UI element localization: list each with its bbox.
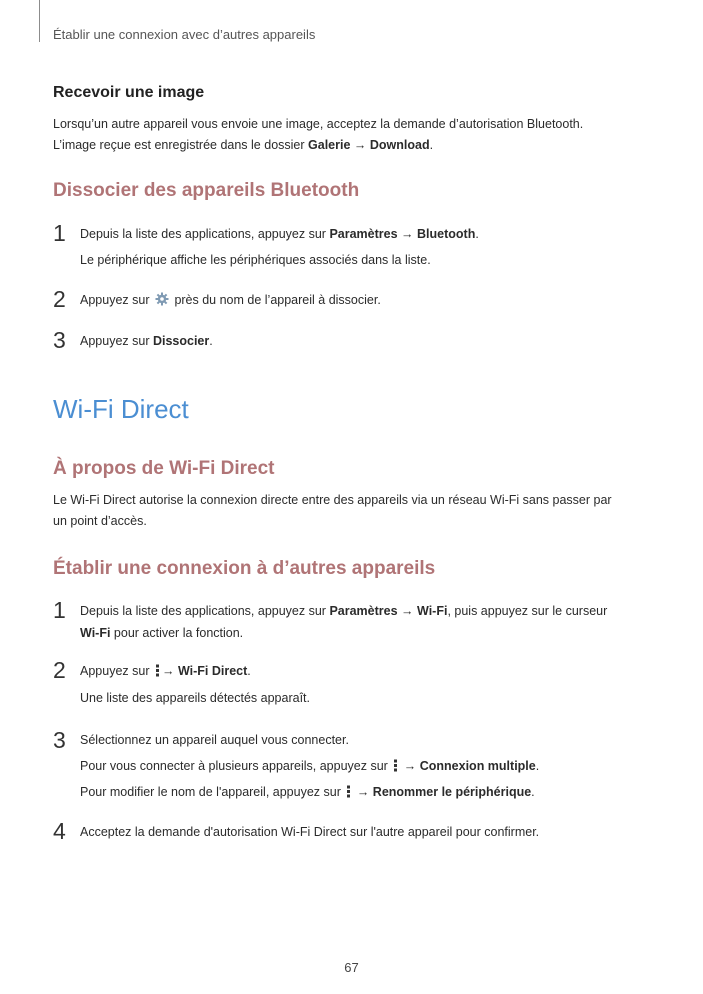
connect-step-4-number: 4 bbox=[53, 818, 66, 844]
running-header: Établir une connexion avec d’autres appareils bbox=[53, 27, 316, 42]
unpair-step-1-number: 1 bbox=[53, 220, 66, 246]
unpair-step-2: Appuyez sur près du nom de l’appareil à dissocier. bbox=[80, 293, 381, 307]
more-options-icon bbox=[346, 783, 351, 796]
connect-step-4: Acceptez la demande d'autorisation Wi-Fi Direct sur l'autre appareil pour confirmer. bbox=[80, 825, 540, 839]
receive-paragraph bbox=[53, 114, 643, 156]
wifi-direct-title: Wi-Fi Direct bbox=[53, 394, 189, 424]
receive-line-2: L’image reçue est enregistrée dans le dossier Galerie → Download. bbox=[53, 138, 434, 152]
unpair-step-3: Appuyez sur Dissocier. bbox=[80, 334, 213, 348]
more-options-icon bbox=[393, 757, 398, 770]
receive-title: Recevoir une image bbox=[53, 84, 205, 101]
header-rule bbox=[39, 0, 40, 42]
connect-title: Établir une connexion à d’autres appareils bbox=[53, 558, 436, 579]
connect-step-2: Appuyez sur → Wi-Fi Direct. Une liste des appareils détectés apparaît. bbox=[80, 660, 650, 709]
more-options-icon bbox=[155, 662, 160, 675]
unpair-title: Dissocier des appareils Bluetooth bbox=[53, 180, 360, 201]
unpair-step-1-note: Le périphérique affiche les périphériques associés dans la liste. bbox=[80, 253, 431, 267]
connect-step-3-note-1: Pour vous connecter à plusieurs appareils, appuyez sur → Connexion multiple. bbox=[80, 759, 540, 773]
receive-line-1: Lorsqu’un autre appareil vous envoie une image, acceptez la demande d’autorisation Bluetooth. bbox=[53, 117, 584, 131]
connect-step-2-number: 2 bbox=[53, 657, 66, 683]
connect-step-1: Depuis la liste des applications, appuyez sur Paramètres → Wi-Fi, puis appuyez sur le curseur Wi-Fi pour activer la fonction. bbox=[80, 604, 608, 640]
connect-step-3: Sélectionnez un appareil auquel vous connecter. Pour vous connecter à plusieurs appareils, appuyez sur → Connexion multiple. Pour modifier le nom de l'appareil, appuyez sur → Renommer le périphérique. bbox=[80, 729, 650, 803]
page-number: 67 bbox=[344, 960, 359, 975]
about-paragraph: Le Wi-Fi Direct autorise la connexion directe entre des appareils via un réseau Wi-Fi sans passer par un point d’accès. bbox=[53, 493, 612, 528]
connect-step-2-note: Une liste des appareils détectés apparaît. bbox=[80, 691, 310, 705]
connect-step-1-number: 1 bbox=[53, 597, 66, 623]
unpair-step-1: Depuis la liste des applications, appuyez sur Paramètres → Bluetooth. Le périphérique affiche les périphériques associés dans la liste. bbox=[80, 223, 650, 271]
connect-step-3-note-2: Pour modifier le nom de l'appareil, appuyez sur → Renommer le périphérique. bbox=[80, 785, 535, 799]
unpair-step-2-number: 2 bbox=[53, 286, 66, 312]
connect-step-3-number: 3 bbox=[53, 727, 66, 753]
unpair-step-3-number: 3 bbox=[53, 327, 66, 353]
about-wifi-direct-title: À propos de Wi-Fi Direct bbox=[53, 458, 275, 479]
gear-icon bbox=[155, 291, 169, 305]
